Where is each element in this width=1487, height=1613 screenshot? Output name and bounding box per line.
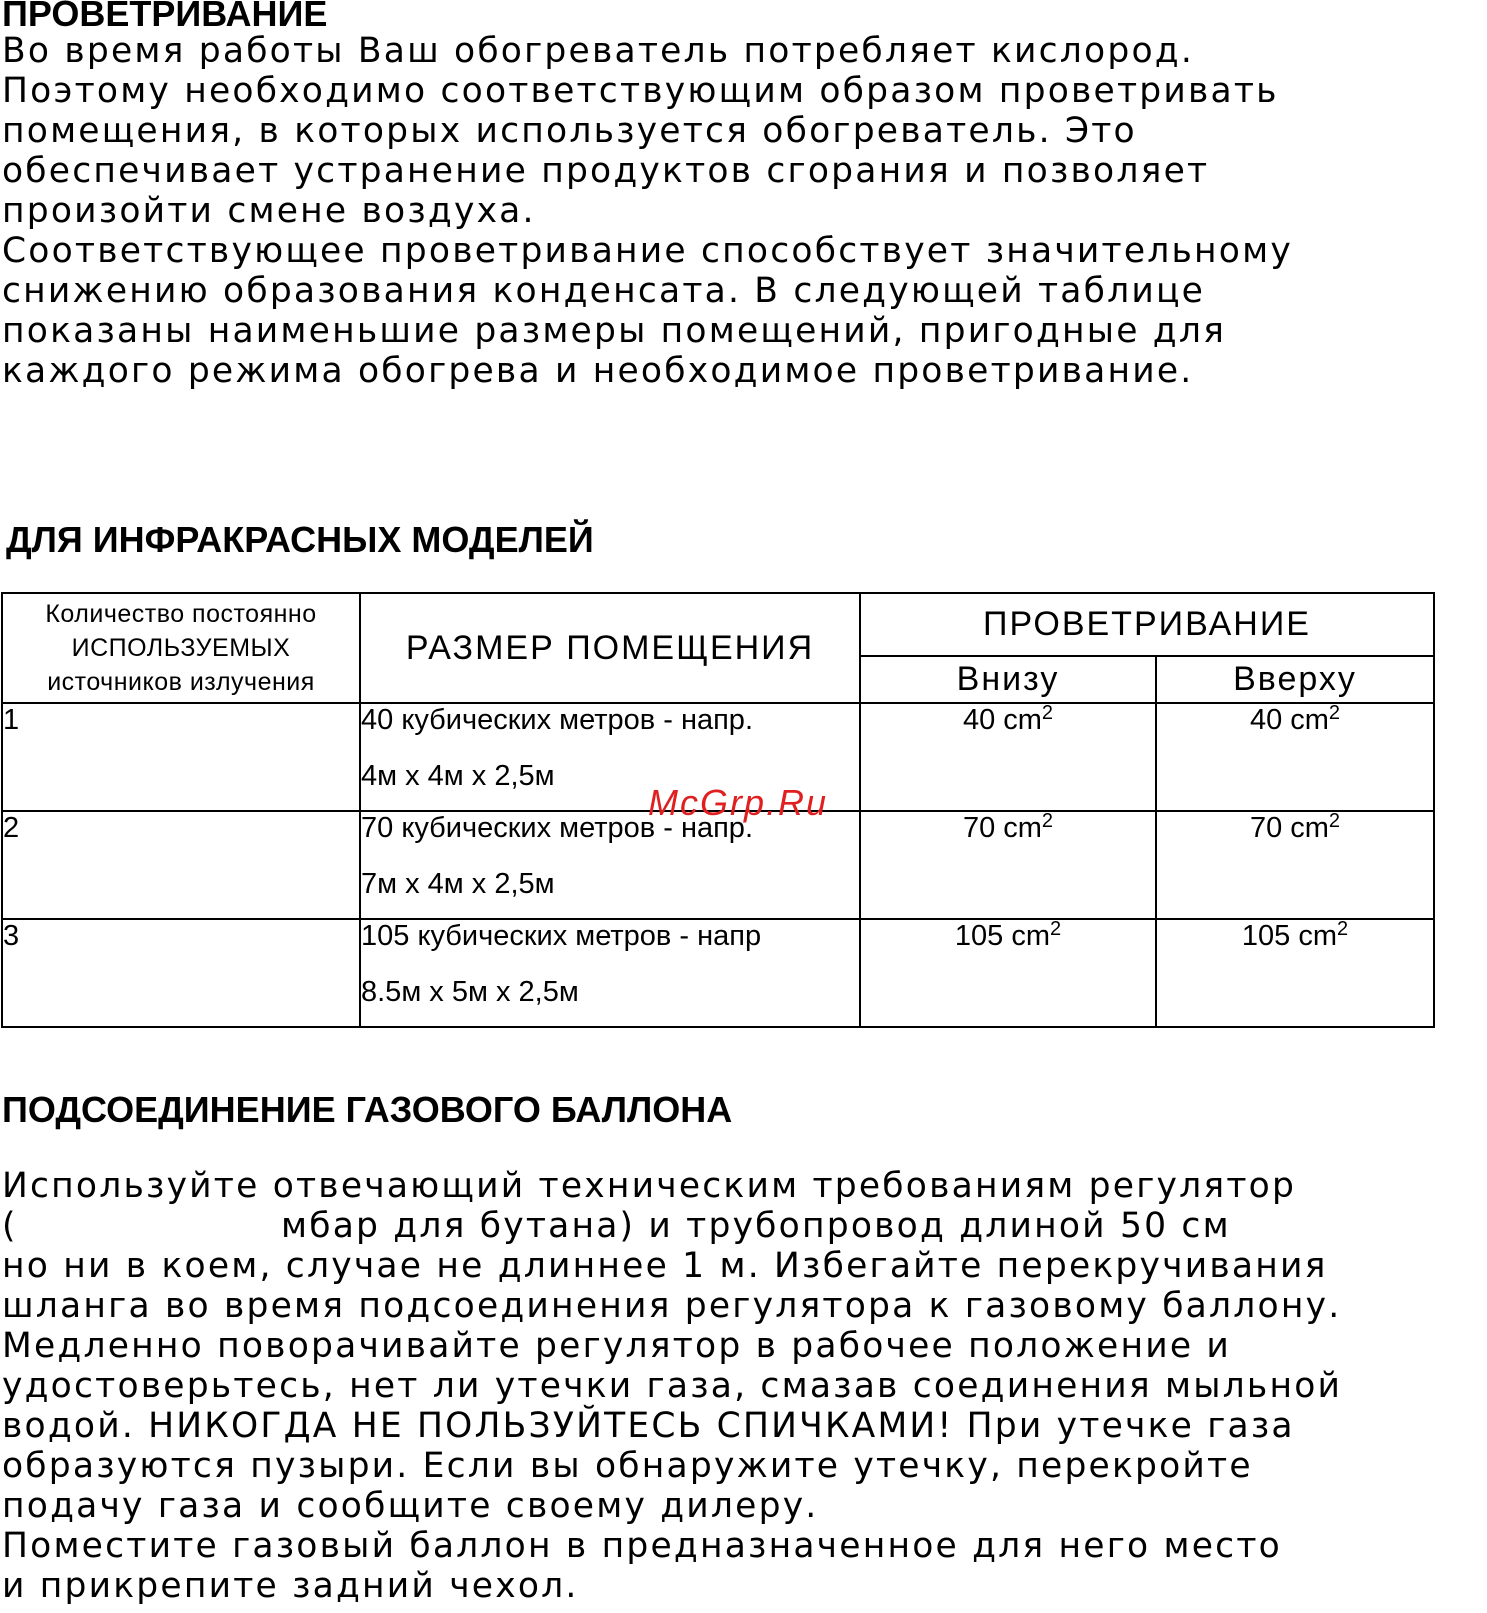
header-top: Вверху — [1156, 656, 1434, 703]
text-line: Во время работы Ваш обогреватель потребляет кислород. — [2, 31, 1194, 71]
text-line: Соответствующее проветривание способствует значительному — [2, 231, 1293, 271]
text-line: помещения, в которых используется обогреватель. Это — [2, 111, 1137, 151]
room-dimensions: 4м x 4м x 2,5м — [361, 760, 555, 792]
text-line: показаны наименьшие размеры помещений, пригодные для — [2, 311, 1227, 351]
area-value: 40 cm — [1249, 704, 1329, 736]
room-dimensions: 7м x 4м x 2,5м — [361, 868, 555, 900]
infrared-models-heading: ДЛЯ ИНФРАКРАСНЫХ МОДЕЛЕЙ — [6, 519, 594, 560]
source-count-cell: 3 — [2, 919, 360, 1027]
unit-exponent: 2 — [1041, 810, 1054, 832]
text-line: Медленно поворачивайте регулятор в рабочее положение и — [2, 1326, 1232, 1366]
source-count-cell: 2 — [2, 811, 360, 919]
header-text-line: источников излучения — [47, 668, 315, 696]
header-room-size: РАЗМЕР ПОМЕЩЕНИЯ — [360, 593, 860, 703]
unit-exponent: 2 — [1049, 918, 1062, 940]
header-text-line: ИСПОЛЬЗУЕМЫХ — [71, 634, 291, 662]
top-vent-cell — [1156, 811, 1434, 919]
room-volume: 70 кубических метров - напр. — [361, 812, 753, 844]
top-vent-cell — [1156, 919, 1434, 1027]
text-line: и прикрепите задний чехол. — [2, 1566, 579, 1606]
unit-exponent: 2 — [1336, 918, 1349, 940]
ventilation-heading: ПРОВЕТРИВАНИЕ — [2, 0, 328, 34]
room-volume: 40 кубических метров - напр. — [361, 704, 753, 736]
gas-cylinder-heading: ПОДСОЕДИНЕНИЕ ГАЗОВОГО БАЛЛОНА — [2, 1089, 733, 1130]
text-line: образуются пузыри. Если вы обнаружите утечку, перекройте — [2, 1446, 1253, 1486]
header-bottom: Внизу — [860, 656, 1156, 703]
text-line: удостоверьтесь, нет ли утечки газа, смазав соединения мыльной — [2, 1366, 1343, 1406]
room-volume: 105 кубических метров - напр — [361, 920, 762, 952]
text-line: Используйте отвечающий техническим требованиям регулятор — [2, 1166, 1297, 1206]
table-row — [2, 811, 1434, 919]
bottom-vent-cell — [860, 919, 1156, 1027]
header-source-count — [2, 593, 360, 703]
text-line: шланга во время подсоединения регулятора к газовому баллону. — [2, 1286, 1342, 1326]
area-value: 70 cm — [962, 812, 1042, 844]
text-line: Поместите газовый баллон в предназначенное для него место — [2, 1526, 1282, 1566]
unit-exponent: 2 — [1328, 810, 1341, 832]
text-line: каждого режима обогрева и необходимое проветривание. — [2, 351, 1194, 391]
bottom-vent-cell — [860, 703, 1156, 811]
header-ventilation: ПРОВЕТРИВАНИЕ — [860, 593, 1434, 656]
top-vent-cell — [1156, 703, 1434, 811]
text-line: водой. НИКОГДА НЕ ПОЛЬЗУЙТЕСЬ СПИЧКАМИ! При утечке газа — [2, 1406, 1295, 1446]
table-header-row — [2, 593, 1434, 656]
table-row — [2, 919, 1434, 1027]
header-text-line: Количество постоянно — [45, 600, 317, 628]
area-value: 40 cm — [962, 704, 1042, 736]
bottom-vent-cell — [860, 811, 1156, 919]
room-size-cell — [360, 811, 860, 919]
unit-exponent: 2 — [1041, 702, 1054, 724]
unit-exponent: 2 — [1328, 702, 1341, 724]
text-line: обеспечивает устранение продуктов сгорания и позволяет — [2, 151, 1210, 191]
watermark: McGrp.Ru — [648, 782, 829, 823]
source-count-cell: 1 — [2, 703, 360, 811]
text-line: подачу газа и сообщите своему дилеру. — [2, 1486, 819, 1526]
room-size-cell — [360, 919, 860, 1027]
text-line: снижению образования конденсата. В следующей таблице — [2, 271, 1206, 311]
text-line: ( мбар для бутана) и трубопровод длиной 50 см — [2, 1206, 1231, 1246]
text-line: произойти смене воздуха. — [2, 191, 536, 231]
gas-cylinder-paragraph — [2, 1166, 1342, 1606]
area-value: 70 cm — [1249, 812, 1329, 844]
area-value: 105 cm — [1241, 920, 1337, 952]
room-dimensions: 8.5м x 5м x 2,5м — [361, 976, 579, 1008]
text-line: Поэтому необходимо соответствующим образом проветривать — [2, 71, 1279, 111]
area-value: 105 cm — [954, 920, 1050, 952]
ventilation-paragraph — [2, 31, 1293, 391]
text-line: но ни в коем, случае не длиннее 1 м. Избегайте перекручивания — [2, 1246, 1328, 1286]
